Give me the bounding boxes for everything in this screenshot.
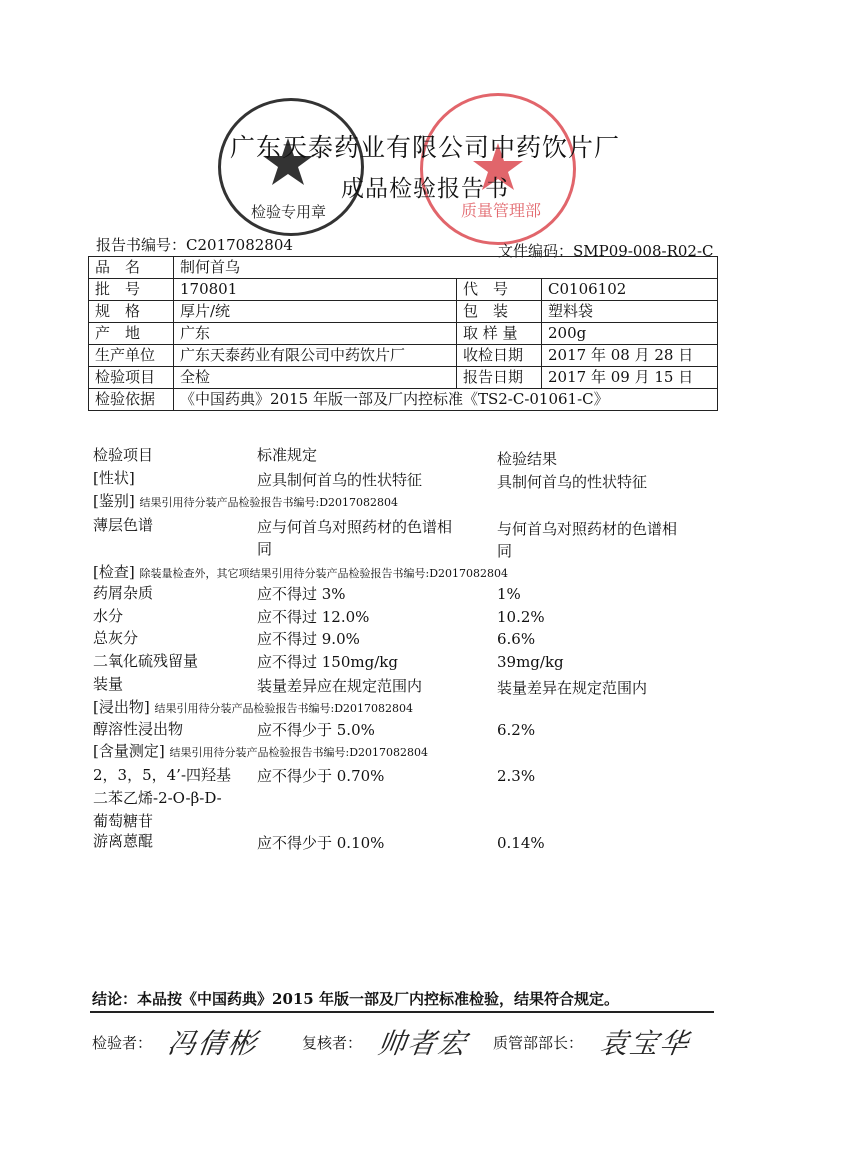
report-number: 报告书编号：C2017082804 bbox=[96, 236, 293, 254]
section-check bbox=[93, 561, 508, 582]
tlc-standard-line1: 应与何首乌对照药材的色谱相 bbox=[257, 518, 453, 536]
spec-label: 规 格 bbox=[89, 301, 174, 323]
reviewer-label: 复核者： bbox=[302, 1034, 363, 1052]
table-row bbox=[89, 323, 718, 345]
inspection-item-value: 全检 bbox=[174, 367, 457, 389]
report-title: 成品检验报告书 bbox=[341, 176, 509, 202]
package-label: 包 装 bbox=[457, 301, 542, 323]
package-value: 塑料袋 bbox=[542, 301, 718, 323]
report-date-label: 报告日期 bbox=[457, 367, 542, 389]
inspection-item-label: 检验项目 bbox=[89, 367, 174, 389]
reviewer-signature: 帅者宏 bbox=[375, 1027, 471, 1060]
manufacturer-value: 广东天泰药业有限公司中药饮片厂 bbox=[174, 345, 457, 367]
assay-note: 结果引用待分装产品检验报告书编号:D2017082804 bbox=[169, 746, 429, 759]
conclusion: 结论：本品按《中国药典》2015 年版一部及厂内控标准检验，结果符合规定。 bbox=[92, 990, 619, 1008]
water-item: 水分 bbox=[93, 607, 124, 625]
fill-item: 装量 bbox=[93, 675, 124, 693]
ash-standard: 应不得过 9.0% bbox=[257, 630, 360, 648]
character-standard: 应具制何首乌的性状特征 bbox=[257, 471, 423, 489]
table-row bbox=[89, 389, 718, 411]
extract-note: 结果引用待分装产品检验报告书编号:D2017082804 bbox=[154, 702, 414, 715]
divider bbox=[90, 1011, 714, 1013]
basis-value: 《中国药典》2015 年版一部及厂内控标准《TS2-C-01061-C》 bbox=[174, 389, 718, 411]
alcohol-extract-standard: 应不得少于 5.0% bbox=[257, 721, 375, 739]
table-row bbox=[89, 367, 718, 389]
stilbene-standard: 应不得少于 0.70% bbox=[257, 767, 385, 785]
ash-item: 总灰分 bbox=[93, 629, 139, 647]
check-note: 除装量检查外，其它项结果引用待分装产品检验报告书编号:D2017082804 bbox=[139, 567, 509, 580]
inspection-seal bbox=[218, 98, 364, 236]
table-row bbox=[89, 345, 718, 367]
fill-standard: 装量差异应在规定范围内 bbox=[257, 677, 423, 695]
water-standard: 应不得过 12.0% bbox=[257, 608, 370, 626]
product-label: 品 名 bbox=[89, 257, 174, 279]
product-info-table bbox=[88, 256, 718, 411]
receive-date-label: 收检日期 bbox=[457, 345, 542, 367]
table-row bbox=[89, 301, 718, 323]
seal-bottom-text: 质量管理部 bbox=[461, 201, 542, 220]
spec-value: 厚片/统 bbox=[174, 301, 457, 323]
tlc-item: 薄层色谱 bbox=[93, 516, 154, 534]
section-identification-label: [鉴别] bbox=[93, 492, 135, 510]
col-header-standard: 标准规定 bbox=[257, 446, 318, 464]
qa-head-signature: 袁宝华 bbox=[597, 1027, 693, 1060]
sample-label: 取 样 量 bbox=[457, 323, 542, 345]
section-assay-label: [含量测定] bbox=[93, 742, 165, 760]
fill-result: 装量差异在规定范围内 bbox=[497, 679, 648, 697]
qa-head-label: 质管部部长： bbox=[493, 1034, 584, 1052]
stilbene-item-line3: 葡萄糖苷 bbox=[93, 812, 154, 830]
qa-department-seal bbox=[420, 93, 576, 245]
batch-label: 批 号 bbox=[89, 279, 174, 301]
origin-value: 广东 bbox=[174, 323, 457, 345]
water-result: 10.2% bbox=[497, 608, 545, 626]
emodin-item: 游离蒽醌 bbox=[93, 832, 154, 850]
product-value: 制何首乌 bbox=[174, 257, 718, 279]
tlc-result-line1: 与何首乌对照药材的色谱相 bbox=[497, 520, 678, 538]
code-label: 代 号 bbox=[457, 279, 542, 301]
section-check-label: [检查] bbox=[93, 563, 135, 581]
tlc-standard-line2: 同 bbox=[257, 540, 273, 558]
impurity-standard: 应不得过 3% bbox=[257, 585, 346, 603]
file-number: 文件编码：SMP09-008-R02-C bbox=[498, 242, 714, 260]
impurity-result: 1% bbox=[497, 585, 521, 603]
alcohol-extract-result: 6.2% bbox=[497, 721, 536, 739]
col-header-result: 检验结果 bbox=[497, 450, 558, 468]
batch-value: 170801 bbox=[174, 279, 457, 301]
ash-result: 6.6% bbox=[497, 630, 536, 648]
inspector-signature: 冯倩彬 bbox=[165, 1027, 261, 1060]
col-header-item: 检验项目 bbox=[93, 446, 154, 464]
so2-result: 39mg/kg bbox=[497, 653, 564, 671]
code-value: C0106102 bbox=[542, 279, 718, 301]
section-character: [性状] bbox=[93, 469, 135, 487]
tlc-result-line2: 同 bbox=[497, 542, 513, 560]
seal-bottom-text: 检验专用章 bbox=[251, 203, 327, 221]
basis-label: 检验依据 bbox=[89, 389, 174, 411]
so2-item: 二氧化硫残留量 bbox=[93, 652, 199, 670]
emodin-result: 0.14% bbox=[497, 834, 545, 852]
stilbene-item-line2: 二苯乙烯-2-O-β-D- bbox=[93, 789, 222, 807]
table-row bbox=[89, 279, 718, 301]
report-date-value: 2017 年 09 月 15 日 bbox=[542, 367, 718, 389]
stilbene-result: 2.3% bbox=[497, 767, 536, 785]
impurity-item: 药屑杂质 bbox=[93, 584, 154, 602]
receive-date-value: 2017 年 08 月 28 日 bbox=[542, 345, 718, 367]
table-row bbox=[89, 257, 718, 279]
section-extract-label: [浸出物] bbox=[93, 698, 150, 716]
section-assay bbox=[93, 740, 428, 761]
so2-standard: 应不得过 150mg/kg bbox=[257, 653, 398, 671]
alcohol-extract-item: 醇溶性浸出物 bbox=[93, 720, 184, 738]
identification-note: 结果引用待分装产品检验报告书编号:D2017082804 bbox=[139, 496, 399, 509]
section-identification bbox=[93, 490, 398, 511]
stilbene-item-line1: 2，3，5，4’-四羟基 bbox=[93, 766, 232, 784]
character-result: 具制何首乌的性状特征 bbox=[497, 473, 648, 491]
section-extract bbox=[93, 696, 413, 717]
inspector-label: 检验者： bbox=[92, 1034, 153, 1052]
emodin-standard: 应不得少于 0.10% bbox=[257, 834, 385, 852]
origin-label: 产 地 bbox=[89, 323, 174, 345]
manufacturer-label: 生产单位 bbox=[89, 345, 174, 367]
sample-value: 200g bbox=[542, 323, 718, 345]
company-name: 广东天泰药业有限公司中药饮片厂 bbox=[229, 133, 620, 162]
